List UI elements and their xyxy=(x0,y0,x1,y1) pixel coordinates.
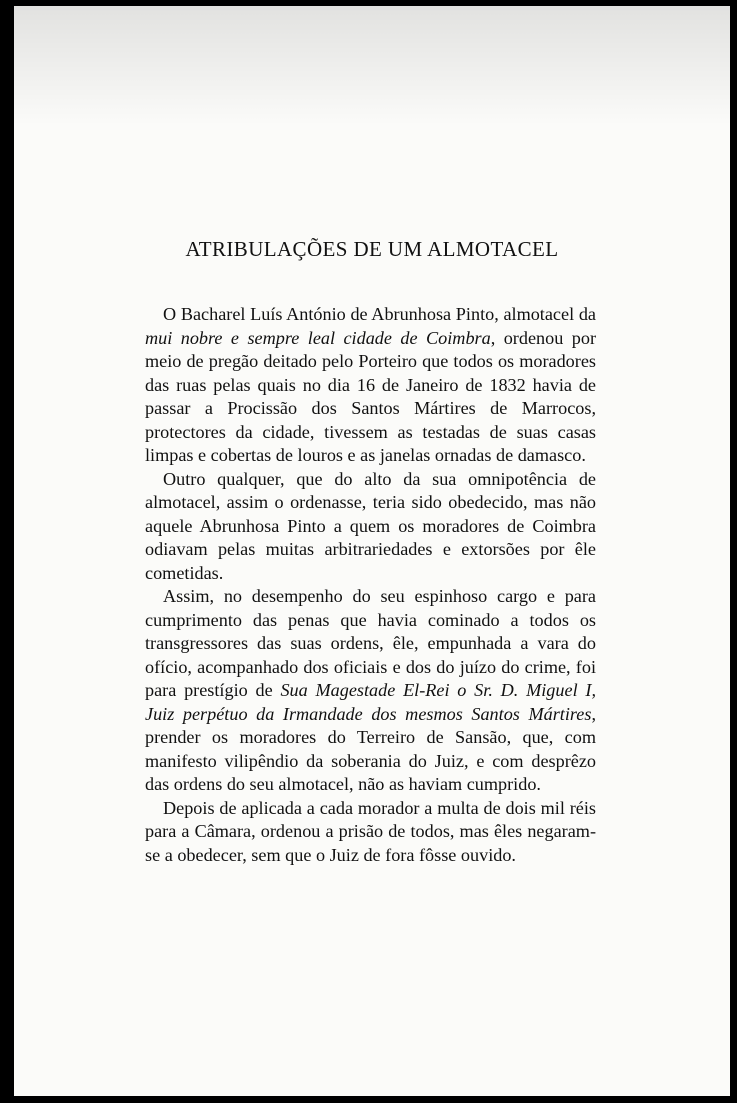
paragraph-1-text-b: , ordenou por meio de pregão deitado pelo Porteiro que todos os moradores das ruas pelas quais no dia 16 de Janeiro de 1832 havia de passar a Procissão dos Santos Mártires de Marrocos, protectores da cidade, tivessem as testadas de suas casas limpas e cobertas de louros e as janelas ornadas de damasco. xyxy=(145,327,597,465)
paragraph-1 xyxy=(145,303,596,468)
page xyxy=(14,6,730,1096)
paragraph-3 xyxy=(145,585,596,797)
paragraph-2: Outro qualquer, que do alto da sua omnipotência de almotacel, assim o ordenasse, teria sido obedecido, mas não aquele Abrunhosa Pinto a quem os moradores de Coimbra odiavam pelas muitas arbitrariedades e extorsões por êle cometidas. xyxy=(145,468,596,583)
paragraph-1-text-a: O Bacharel Luís António de Abrunhosa Pinto, almotacel da xyxy=(163,304,596,324)
paragraph-1-italic: mui nobre e sempre leal cidade de Coimbra xyxy=(145,327,491,348)
body-text xyxy=(145,303,596,867)
paragraph-3-italic: Sua Magestade El-Rei o Sr. D. Miguel I, Juiz perpétuo da Irmandade dos mesmos Santos Mártires xyxy=(145,680,596,724)
paragraph-4: Depois de aplicada a cada morador a multa de dois mil réis para a Câmara, ordenou a prisão de todos, mas êles negaram-se a obedecer, sem que o Juiz de fora fôsse ouvido. xyxy=(145,797,596,865)
chapter-title: ATRIBULAÇÕES DE UM ALMOTACEL xyxy=(185,237,559,261)
paragraph-3-text-b: , prender os moradores do Terreiro de Sansão, que, com manifesto vilipêndio da soberania do Juiz, e com desprêzo das ordens do seu almotacel, não as haviam cumprido. xyxy=(145,703,596,794)
paragraph-3-text-a: Assim, no desempenho do seu espinhoso cargo e para cumprimento das penas que havia cominado a todos os transgressores das suas ordens, êle, empunhada a vara do ofício, acompanhado dos oficiais e dos do juízo do crime, foi para prestígio de xyxy=(145,586,596,700)
scan-shadow xyxy=(14,6,730,126)
